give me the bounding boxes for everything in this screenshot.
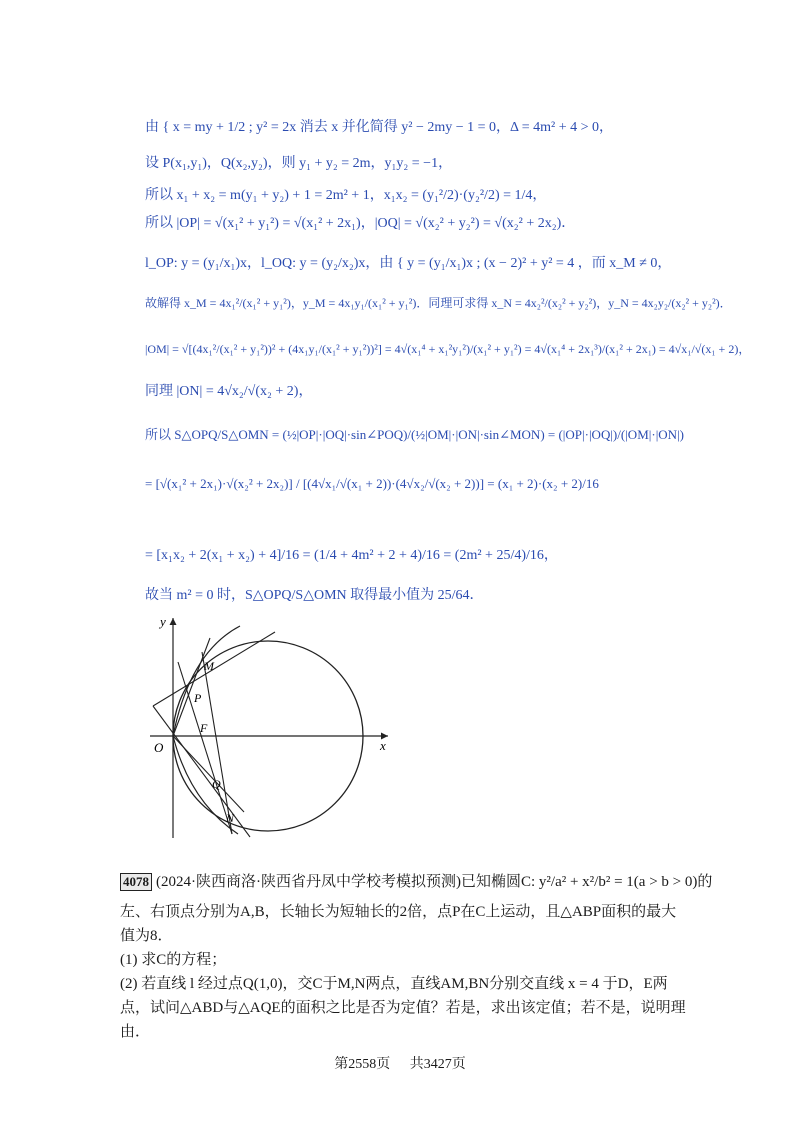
- solution-line-5: l_OP: y = (y₁/x₁)x，l_OQ: y = (y₂/x₂)x，由 { y = (y₁/x₁)x ; (x − 2)² + y² = 4 ，而 x_M ≠ 0，: [145, 256, 672, 271]
- solution-line-12: 故当 m² = 0 时，S△OPQ/S△OMN 取得最小值为 25/64．: [145, 588, 484, 603]
- line-mn: [202, 652, 232, 834]
- label-o: O: [154, 740, 164, 755]
- solution-line-8: 同理 |ON| = 4√x₂/√(x₂ + 2)，: [145, 384, 313, 399]
- solution-line-6: 故解得 x_M = 4x₁²/(x₁² + y₁²)，y_M = 4x₁y₁/(x₁² + y₁²)．同理可求得 x_N = 4x₂²/(x₂² + y₂²)，y_N = 4x₂y₂/(x₂² + y₂²)．: [145, 296, 732, 310]
- solution-line-1: 由 { x = my + 1/2 ; y² = 2x 消去 x 并化简得 y² − 2my − 1 = 0，Δ = 4m² + 4 > 0，: [145, 120, 614, 135]
- page-number: 第2558页: [334, 1057, 391, 1072]
- solution-line-9: 所以 S△OPQ/S△OMN = (½|OP|·|OQ|·sin∠POQ)/(½|OM|·|ON|·sin∠MON) = (|OP|·|OQ|)/(|OM|·|ON|): [145, 427, 684, 442]
- line-pq: [178, 662, 232, 834]
- problem-line-3: 值为8．: [120, 928, 173, 944]
- solution-line-2: 设 P(x₁,y₁)，Q(x₂,y₂)，则 y₁ + y₂ = 2m，y₁y₂ = −1，: [145, 156, 453, 171]
- label-m: M: [204, 659, 214, 673]
- solution-line-4: 所以 |OP| = √(x₁² + y₁²) = √(x₁² + 2x₁)，|OQ| = √(x₂² + y₂²) = √(x₂² + 2x₂)．: [145, 216, 576, 231]
- problem-line-6: 点，试问△ABD与△AQE的面积之比是否为定值？若是，求出该定值；若不是，说明理: [120, 1000, 686, 1016]
- label-x-axis: x: [380, 738, 386, 753]
- problem-line-7: 由．: [120, 1024, 151, 1040]
- label-n: N: [226, 811, 235, 825]
- line-through-top: [153, 632, 275, 706]
- label-p: P: [194, 691, 202, 705]
- label-f: F: [200, 721, 208, 735]
- figure-svg: [140, 612, 400, 842]
- line-oq: [173, 736, 244, 812]
- problem-line-4: (1) 求C的方程；: [120, 952, 227, 968]
- geometry-figure: [140, 612, 400, 846]
- solution-line-10: = [√(x₁² + 2x₁)·√(x₂² + 2x₂)] / [(4√x₁/√(x₁ + 2))·(4√x₂/√(x₂ + 2))] = (x₁ + 2)·(x₂ + 2)/16: [145, 476, 599, 491]
- problem-line-5: (2) 若直线 l 经过点Q(1,0)，交C于M,N两点，直线AM,BN分别交直线 x = 4 于D，E两: [120, 976, 668, 992]
- solution-line-3: 所以 x₁ + x₂ = m(y₁ + y₂) + 1 = 2m² + 1，x₁x₂ = (y₁²/2)·(y₂²/2) = 1/4，: [145, 188, 547, 203]
- problem-line-2: 左、右顶点分别为A,B，长轴长为短轴长的2倍，点P在C上运动，且△ABP面积的最大: [120, 904, 677, 920]
- problem-number: 4078: [120, 873, 152, 891]
- problem-line-1-text: (2024·陕西商洛·陕西省丹凤中学校考模拟预测)已知椭圆C: y²/a² + x²/b² = 1(a > b > 0)的: [156, 874, 713, 890]
- solution-line-7: |OM| = √[(4x₁²/(x₁² + y₁²))² + (4x₁y₁/(x₁² + y₁²))²] = 4√(x₁⁴ + x₁²y₁²)/(x₁² + y₁²) = 4√(x₁⁴ + 2x₁³)/(x₁² + 2x₁) = 4√x₁/√(x₁ + 2)，: [145, 342, 751, 356]
- solution-line-11: = [x₁x₂ + 2(x₁ + x₂) + 4]/16 = (1/4 + 4m² + 2 + 4)/16 = (2m² + 25/4)/16，: [145, 548, 558, 563]
- label-q: Q: [212, 777, 221, 791]
- page-total: 共3427页: [409, 1057, 466, 1072]
- problem-line-1: [120, 870, 712, 894]
- label-y-axis: y: [160, 614, 166, 629]
- page-footer: [0, 1053, 800, 1073]
